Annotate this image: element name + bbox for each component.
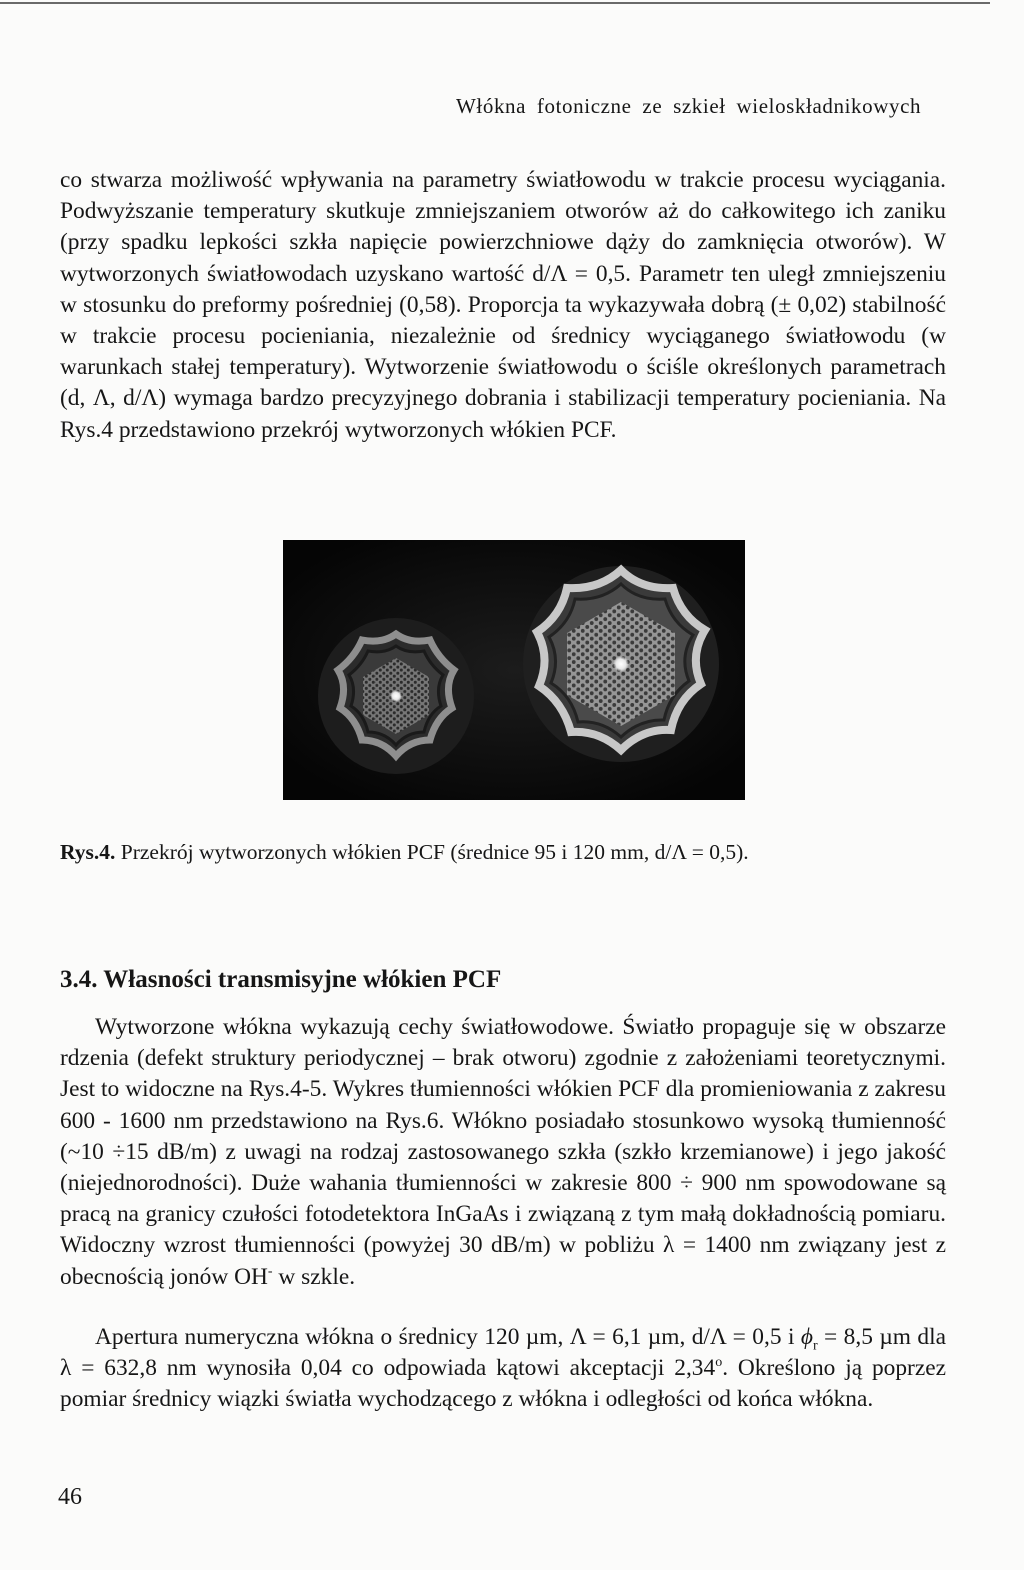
body-paragraph: co stwarza możliwość wpływania na parametry światłowodu w trakcie procesu wyciągania. Podwyższanie temperatury skutkuje zmniejszaniem otworów aż do całkowitego ich zaniku (przy spadku lepkości szkła napięcie powierzchniowe dąży do zamknięcia otworów). W wytworzonych światłowodach uzyskano wartość d/Λ = 0,5. Parametr ten uległ zmniejszeniu w stosunku do preformy pośredniej (0,58). Proporcja ta wykazywała dobrą (± 0,02) stabilność w trakcie procesu pocieniania, niezależnie od średnicy wyciąganego światłowodu (w warunkach stałej temperatury). Wytworzenie światłowodu o ściśle określonych parametrach (d, Λ, d/Λ) wymaga bardzo precyzyjnego dobrania i stabilizacji temperatury pocieniania. Na Rys.4 przedstawiono przekrój wytworzonych włókien PCF. (60, 167, 946, 443)
section-heading: 3.4. Własności transmisyjne włókien PCF (60, 966, 502, 993)
top-rule (0, 2, 990, 4)
degree-superscript: o (715, 1355, 723, 1371)
section-paragraph-1-end: w szkle. (272, 1263, 356, 1290)
section-paragraph-2-end: . Określono ją poprzez pomiar średnicy wiązki światła wychodzącego z włókna i odległości od końca włókna. (60, 1355, 946, 1413)
page-number: 46 (58, 1484, 82, 1510)
section-paragraph-1 (60, 1012, 946, 1293)
subscript-r: r (812, 1338, 818, 1354)
section-paragraph-2-start: Apertura numeryczna włókna o średnicy 120 µm, Λ = 6,1 µm, d/Λ = 0,5 i (95, 1324, 801, 1350)
phi-symbol: ϕ (800, 1324, 813, 1350)
superscript-minus: - (267, 1263, 273, 1279)
figure-caption-text: Przekrój wytworzonych włókien PCF (średnice 95 i 120 mm, d/Λ = 0,5). (115, 840, 749, 864)
section-paragraph-2 (60, 1322, 946, 1416)
section-paragraph-1-text: Wytworzone włókna wykazują cechy światłowodowe. Światło propaguje się w obszarze rdzenia (defekt struktury periodycznej – brak otworu) zgodnie z założeniami teoretycznymi. Jest to widoczne na Rys.4-5. Wykres tłumienności włókien PCF dla promieniowania z zakresu 600 - 1600 nm przedstawiono na Rys.6. Włókno posiadało stosunkowo wysoką tłumienność (~10 ÷15 dB/m) z uwagi na rodzaj zastosowanego szkła (szkło krzemianowe) i jego jakość (niejednorodności). Duże wahania tłumienności w zakresie 800 ÷ 900 nm spowodowane są pracą na granicy czułości fotodetektora InGaAs i związaną z tym małą dokładnością pomiaru. Widoczny wzrost tłumienności (powyżej 30 dB/m) w pobliżu λ = 1400 nm związany jest z obecnością jonów OH (60, 1014, 946, 1290)
pcf-cross-section-image (283, 540, 745, 800)
running-header: Włókna fotoniczne ze szkieł wieloskładnikowych (456, 94, 922, 118)
figure-caption (60, 840, 749, 865)
pcf-cross-section-figure (283, 540, 745, 800)
fiber-large-cross-section (523, 566, 719, 762)
section-paragraph-2-mid: = 8,5 µm dla λ = 632,8 nm wynosiła 0,04 co odpowiada kątowi akceptacji 2,34 (60, 1324, 946, 1382)
figure-label: Rys.4. (60, 840, 116, 864)
fiber-small-cross-section (318, 618, 474, 774)
